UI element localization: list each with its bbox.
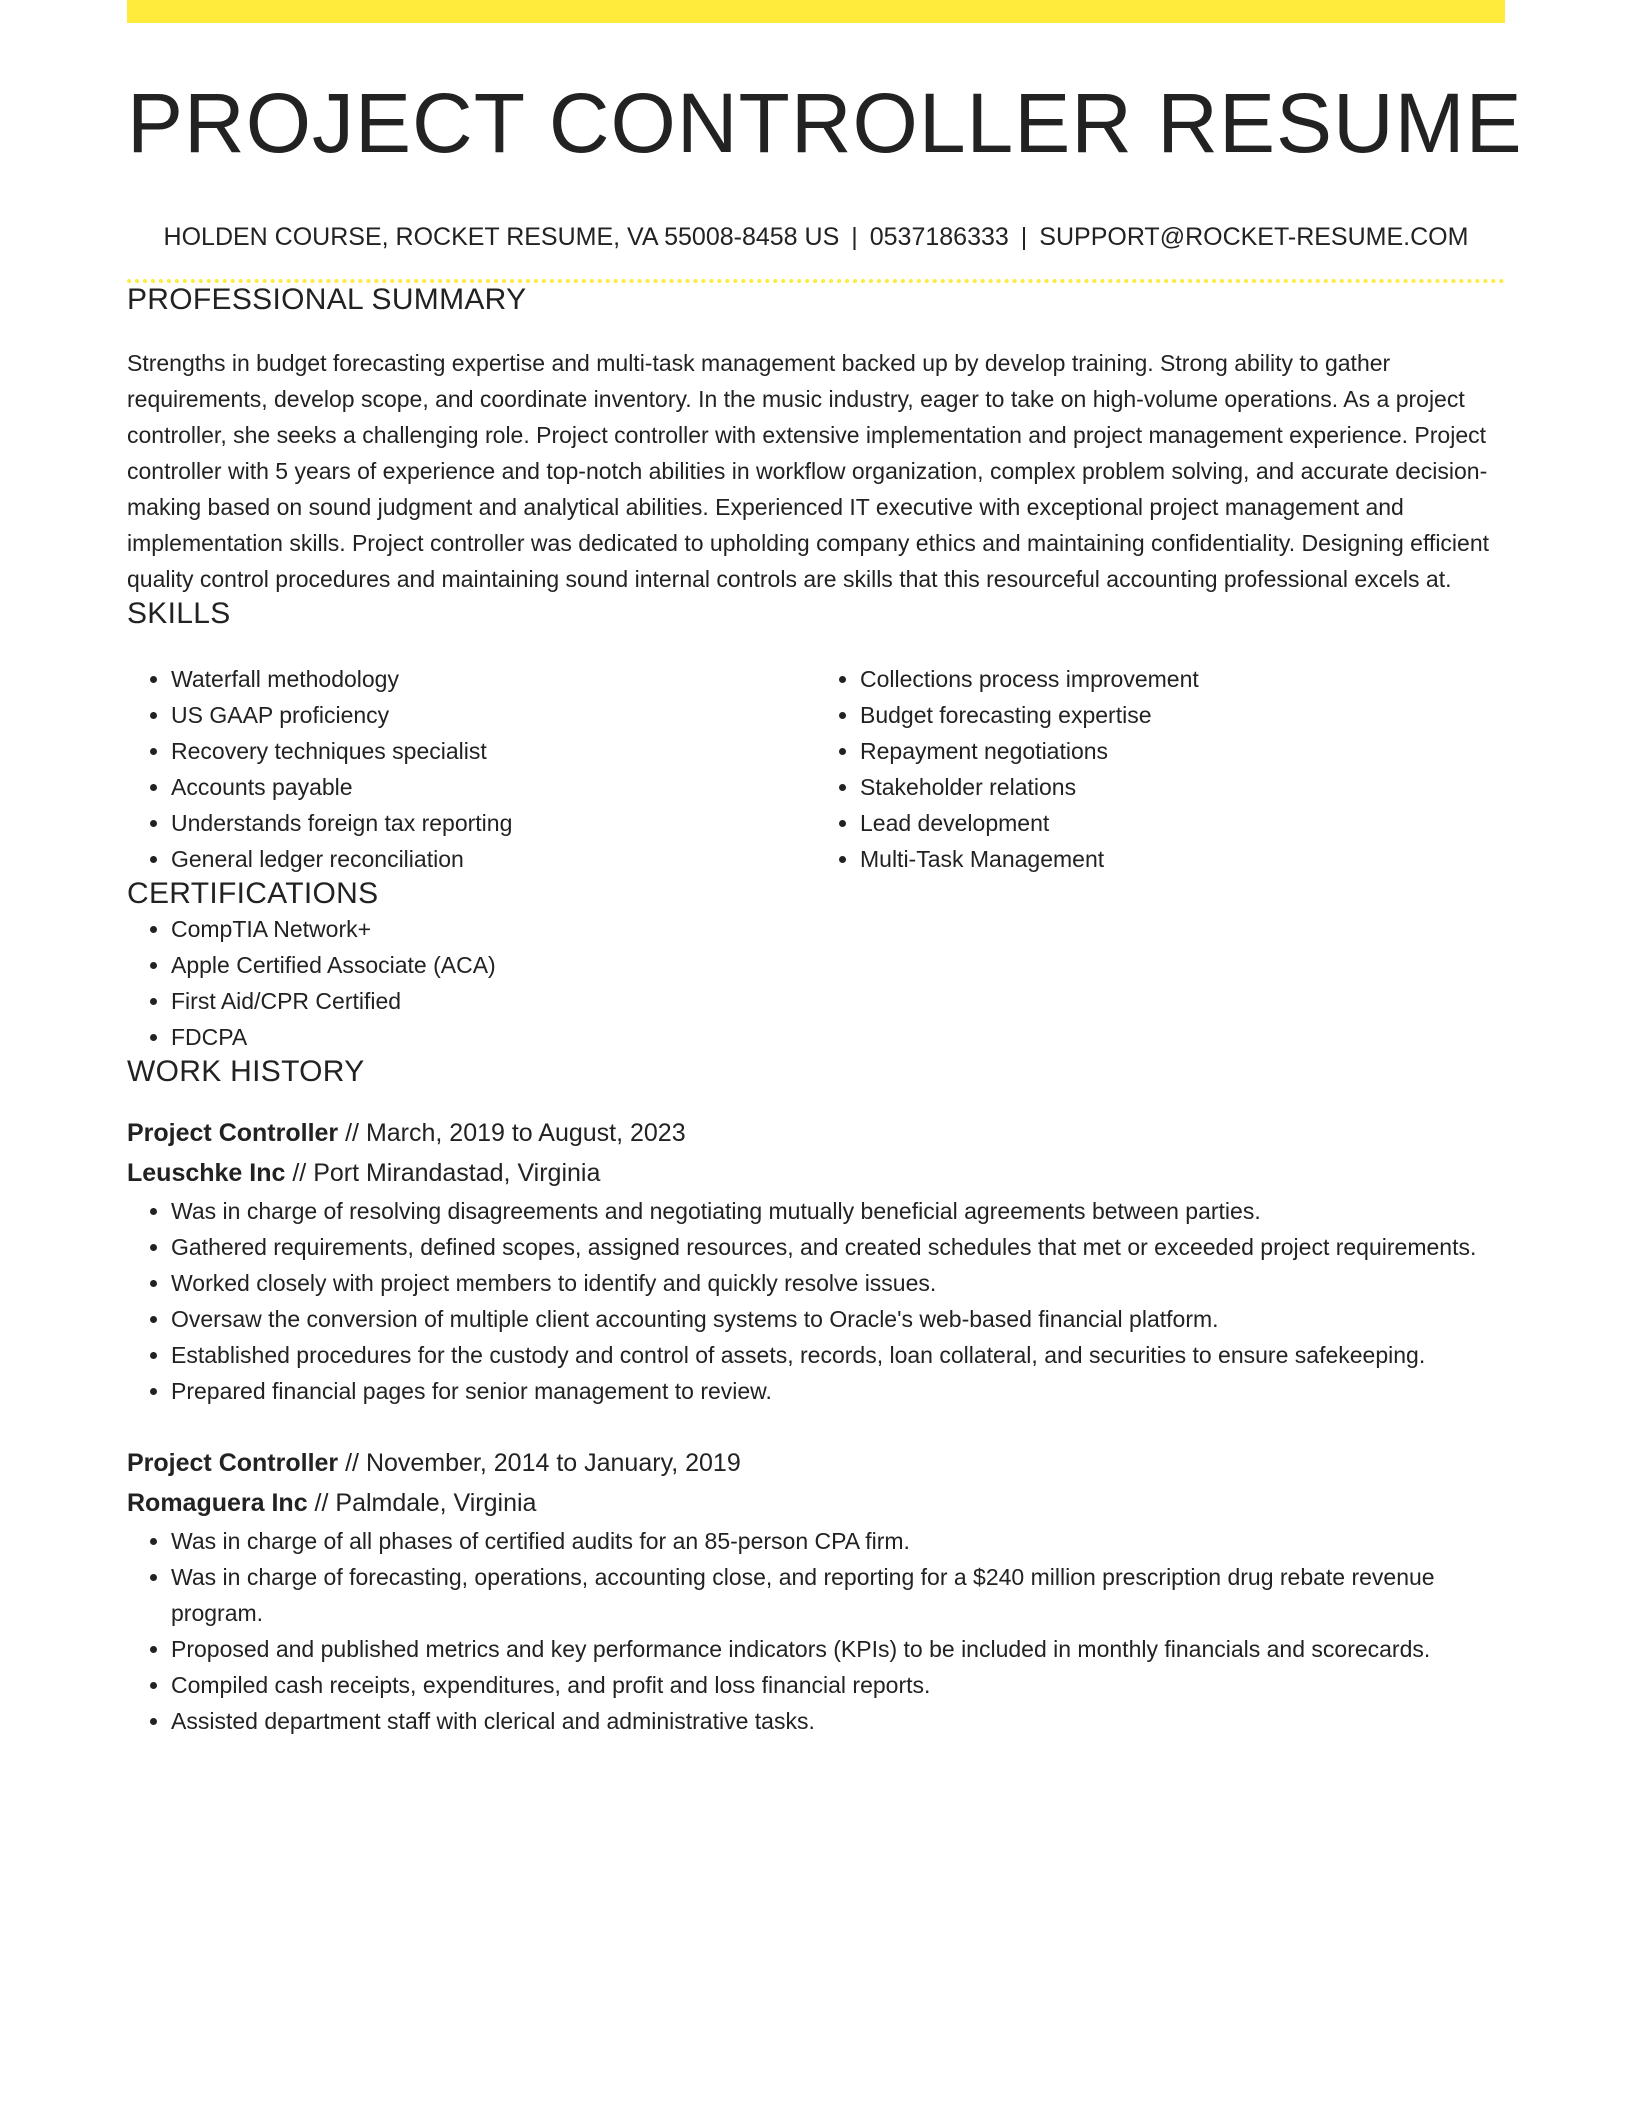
job-entry — [127, 1113, 1505, 1409]
list-item: • Assisted department staff with clerical and administrative tasks. — [171, 1703, 1505, 1739]
work-history-heading: WORK HISTORY — [127, 1055, 365, 1088]
list-item: • General ledger reconciliation — [171, 841, 816, 877]
contact-address: HOLDEN COURSE, ROCKET RESUME, VA 55008-8458 US — [163, 223, 840, 251]
summary-heading: PROFESSIONAL SUMMARY — [127, 283, 527, 316]
list-item: • Budget forecasting expertise — [860, 697, 1505, 733]
top-accent-bar — [127, 0, 1505, 23]
job-title: Project Controller — [127, 1119, 339, 1147]
job-title-line — [127, 1443, 1505, 1483]
contact-separator: | — [1020, 223, 1028, 251]
job-company: Romaguera Inc — [127, 1489, 308, 1517]
list-item: • Was in charge of resolving disagreements and negotiating mutually beneficial agreements between parties. — [171, 1193, 1505, 1229]
list-item: • Understands foreign tax reporting — [171, 805, 816, 841]
job-dates: // March, 2019 to August, 2023 — [338, 1119, 686, 1147]
list-item: • Multi-Task Management — [860, 841, 1505, 877]
skills-columns — [127, 661, 1505, 877]
certifications-list — [127, 911, 1505, 1055]
job-location: // Port Mirandastad, Virginia — [285, 1159, 601, 1187]
list-item: • Proposed and published metrics and key performance indicators (KPIs) to be included in monthly financials and scorecards. — [171, 1631, 1505, 1667]
list-item: • Waterfall methodology — [171, 661, 816, 697]
contact-phone[interactable]: 0537186333 — [869, 223, 1009, 251]
list-item: • Established procedures for the custody and control of assets, records, loan collateral, and securities to ensure safekeeping. — [171, 1337, 1505, 1373]
job-entry — [127, 1443, 1505, 1739]
list-item: • Lead development — [860, 805, 1505, 841]
list-item: • Stakeholder relations — [860, 769, 1505, 805]
list-item: • Gathered requirements, defined scopes, assigned resources, and created schedules that met or exceeded project requirements. — [171, 1229, 1505, 1265]
job-bullets — [127, 1523, 1505, 1739]
job-title: Project Controller — [127, 1449, 339, 1477]
list-item: • Repayment negotiations — [860, 733, 1505, 769]
job-location: // Palmdale, Virginia — [307, 1489, 537, 1517]
job-dates: // November, 2014 to January, 2019 — [338, 1449, 741, 1477]
list-item: • Prepared financial pages for senior management to review. — [171, 1373, 1505, 1409]
list-item: • Worked closely with project members to identify and quickly resolve issues. — [171, 1265, 1505, 1301]
list-item: • US GAAP proficiency — [171, 697, 816, 733]
page-title: PROJECT CONTROLLER RESUME — [127, 76, 1523, 170]
skills-right-list — [816, 661, 1505, 877]
job-bullets — [127, 1193, 1505, 1409]
contact-email[interactable]: SUPPORT@ROCKET-RESUME.COM — [1039, 223, 1469, 251]
list-item: • Compiled cash receipts, expenditures, and profit and loss financial reports. — [171, 1667, 1505, 1703]
list-item: • Was in charge of forecasting, operations, accounting close, and reporting for a $240 million prescription drug rebate revenue program. — [171, 1559, 1505, 1631]
job-company-line — [127, 1153, 1505, 1193]
list-item: • CompTIA Network+ — [171, 911, 1505, 947]
list-item: • Recovery techniques specialist — [171, 733, 816, 769]
job-company-line — [127, 1483, 1505, 1523]
certifications-heading: CERTIFICATIONS — [127, 877, 379, 910]
skills-left-column — [127, 661, 816, 877]
list-item: • Apple Certified Associate (ACA) — [171, 947, 1505, 983]
job-title-line — [127, 1113, 1505, 1153]
list-item: • Collections process improvement — [860, 661, 1505, 697]
skills-left-list — [127, 661, 816, 877]
list-item: • Was in charge of all phases of certified audits for an 85-person CPA firm. — [171, 1523, 1505, 1559]
contact-line — [127, 223, 1505, 252]
list-item: • Oversaw the conversion of multiple client accounting systems to Oracle's web-based financial platform. — [171, 1301, 1505, 1337]
job-company: Leuschke Inc — [127, 1159, 286, 1187]
skills-heading: SKILLS — [127, 597, 231, 630]
list-item: • First Aid/CPR Certified — [171, 983, 1505, 1019]
resume-page — [127, 0, 1523, 1739]
summary-text: Strengths in budget forecasting expertise and multi-task management backed up by develop training. Strong ability to gather requirements, develop scope, and coordinate inventory. In the music industry, eager to take on high-volume operations. As a project controller, she seeks a challenging role. Project controller with extensive implementation and project management experience. Project controller with 5 years of experience and top-notch abilities in workflow organization, complex problem solving, and accurate decision-making based on sound judgment and analytical abilities. Experienced IT executive with exceptional project management and implementation skills. Project controller was dedicated to upholding company ethics and maintaining confidentiality. Designing efficient quality control procedures and maintaining sound internal controls are skills that this resourceful accounting professional excels at. — [127, 350, 1490, 592]
list-item: • Accounts payable — [171, 769, 816, 805]
contact-separator: | — [851, 223, 858, 251]
list-item: • FDCPA — [171, 1019, 1505, 1055]
skills-right-column — [816, 661, 1505, 877]
